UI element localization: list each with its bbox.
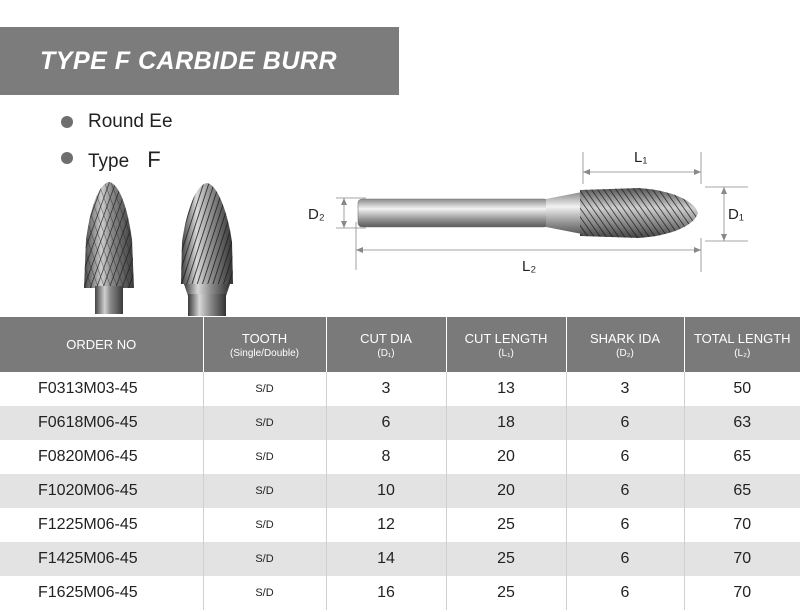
d1-label: D₁ [728,206,744,223]
total-length-cell: 70 [684,508,800,542]
type-label: Type [88,151,130,172]
tooth-cell: S/D [203,372,326,406]
tooth-cell: S/D [203,406,326,440]
shank-dia-cell: 6 [566,542,684,576]
order-no-cell: F1625M06-45 [38,584,138,601]
shank-dia-cell: 6 [566,576,684,610]
order-no-cell: F0618M06-45 [0,406,203,440]
tooth-cell: S/D [203,508,326,542]
order-no-cell: F0313M03-45 [38,380,138,397]
cut-dia-cell: 6 [326,406,446,440]
total-length-cell: 70 [684,576,800,610]
table-row [0,440,800,474]
header-cut-length: CUT LENGTH (L₁) [446,317,566,372]
tooth-cell: S/D [203,576,326,610]
cut-dia-cell: 12 [326,508,446,542]
shank-dia-cell: 3 [566,372,684,406]
spec-table [0,317,800,610]
table-row [0,474,800,508]
header-shark-ida: SHARK IDA (D₂) [566,317,684,372]
bullet-dot-icon [61,152,73,164]
cut-length-cell: 25 [446,576,566,610]
cut-dia-cell: 8 [326,440,446,474]
table-row [0,406,800,440]
d2-label: D₂ [308,206,325,223]
dimension-diagram [300,140,780,280]
cut-dia-cell: 14 [326,542,446,576]
header-tooth: TOOTH (Single/Double) [203,317,326,372]
l1-label: L₁ [634,149,648,166]
header-total-length: TOTAL LENGTH (L₂) [684,317,800,372]
cut-length-cell: 13 [446,372,566,406]
shape-label: Round Ee [88,111,173,132]
tooth-cell: S/D [203,474,326,508]
table-row [0,508,800,542]
shank-dia-cell: 6 [566,508,684,542]
table-row [0,372,800,406]
cut-length-cell: 18 [446,406,566,440]
tooth-cell: S/D [203,440,326,474]
page-title: TYPE F CARBIDE BURR [40,47,338,75]
order-no-cell: F1020M06-45 [0,474,203,508]
cut-dia-cell: 16 [326,576,446,610]
total-length-cell: 70 [684,542,800,576]
cut-length-cell: 20 [446,474,566,508]
tooth-cell: S/D [203,542,326,576]
header-order-no: ORDER NO [0,317,203,372]
cut-length-cell: 25 [446,508,566,542]
type-line [88,147,161,173]
cut-dia-cell: 3 [326,372,446,406]
burr-double-cut-photo [78,180,140,314]
shank-dia-cell: 6 [566,474,684,508]
order-no-cell: F1425M06-45 [0,542,203,576]
total-length-cell: 65 [684,474,800,508]
bullet-dot-icon [61,116,73,128]
cut-length-cell: 20 [446,440,566,474]
shank-dia-cell: 6 [566,406,684,440]
table-row [0,542,800,576]
table-row [0,576,800,610]
order-no-cell: F0820M06-45 [38,448,138,465]
total-length-cell: 63 [684,406,800,440]
type-value: F [147,147,161,172]
order-no-cell: F1225M06-45 [38,516,138,533]
table-header-row [0,317,800,372]
cut-length-cell: 25 [446,542,566,576]
total-length-cell: 50 [684,372,800,406]
burr-single-cut-photo [178,180,236,316]
header-cut-dia: CUT DIA (D₁) [326,317,446,372]
cut-dia-cell: 10 [326,474,446,508]
l2-label: L₂ [522,258,537,275]
shank-dia-cell: 6 [566,440,684,474]
total-length-cell: 65 [684,440,800,474]
